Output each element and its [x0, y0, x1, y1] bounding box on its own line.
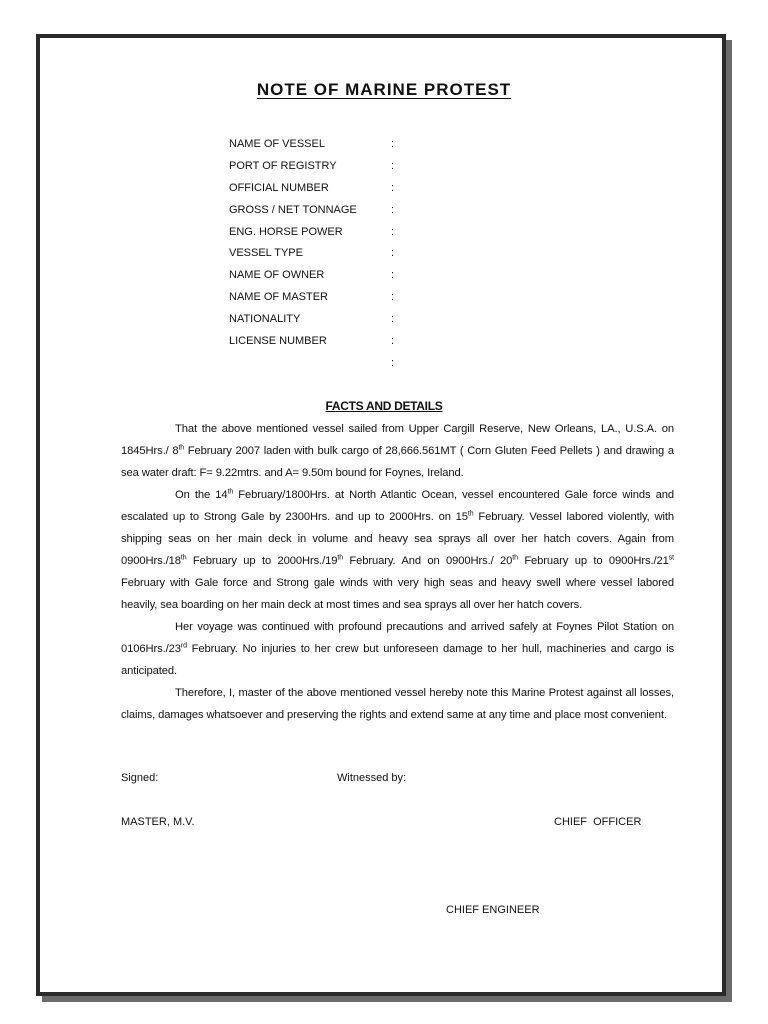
field-row: [229, 309, 429, 331]
field-row: [229, 353, 429, 375]
field-label: NAME OF MASTER: [229, 291, 329, 304]
paragraph-text: On the 14: [175, 489, 228, 501]
page-title: NOTE OF MARINE PROTEST: [256, 80, 512, 99]
field-row: [229, 156, 429, 178]
field-colon: :: [391, 269, 395, 282]
field-label: VESSEL TYPE: [229, 247, 303, 260]
paragraph-text: February 2007 laden with bulk cargo of 28,666.561MT ( Corn Gluten Feed Pellets ) and drawing a sea water draft: F= 9.22mtrs. and A= 9.50m bound for Foynes, Ireland.: [121, 445, 675, 479]
paragraph-text: February. No injuries to her crew but unforeseen damage to her hull, machineries and cargo is anticipated.: [121, 643, 674, 677]
paragraph-text: February with Gale force and Strong gale winds with very high seas and heavy swell where vessel labored heavily, sea boarding on her main deck at most times and sea sprays all over her hatch covers.: [121, 577, 674, 611]
field-colon: :: [391, 356, 395, 369]
chief-officer-label: CHIEF OFFICER: [554, 816, 642, 828]
field-row: [229, 222, 429, 244]
field-row: [229, 134, 429, 156]
field-row: [229, 243, 429, 265]
paragraph-text: Therefore, I, master of the above mentioned vessel hereby note this Marine Protest against all losses, claims, damages whatsoever and preserving the rights and extend same at any time and place most convenient.: [121, 687, 674, 721]
paragraph-text: That the above mentioned vessel sailed from Upper Cargill Reserve, New Orleans, LA., U.S.A. on 1845Hrs./ 8: [121, 423, 674, 457]
body-paragraph: [121, 682, 674, 726]
field-label: PORT OF REGISTRY: [229, 159, 337, 172]
field-colon: :: [391, 203, 395, 216]
section-heading: FACTS AND DETAILS: [325, 399, 443, 413]
paragraph-text: February. Vessel labored violently, with shipping seas on her main deck in volume and heavy sea sprays all over her hatch covers. Again from 0900Hrs./18: [121, 511, 675, 567]
body-paragraph: [121, 484, 674, 616]
field-label: GROSS / NET TONNAGE: [229, 203, 357, 216]
field-label: NAME OF VESSEL: [229, 138, 325, 150]
field-row: [229, 331, 429, 353]
ordinal-suffix: th: [227, 488, 234, 496]
vessel-fields: [229, 134, 429, 375]
paragraph-text: February up to 0900Hrs./21: [517, 555, 669, 567]
field-colon: :: [391, 313, 395, 326]
field-label: NATIONALITY: [229, 313, 301, 326]
field-colon: :: [391, 225, 395, 238]
paragraph-text: February up to 2000Hrs./19: [186, 555, 338, 567]
paragraph-text: February. And on 0900Hrs./ 20: [342, 555, 513, 567]
ordinal-suffix: th: [337, 554, 343, 562]
field-label: OFFICIAL NUMBER: [229, 181, 329, 194]
ordinal-suffix: th: [178, 444, 185, 452]
body-paragraph: [121, 616, 674, 682]
field-colon: :: [391, 247, 395, 260]
ordinal-suffix: th: [180, 554, 187, 562]
field-colon: :: [391, 159, 395, 172]
field-colon: :: [391, 138, 395, 150]
body-paragraph: [121, 418, 674, 484]
signed-label: Signed:: [121, 772, 159, 784]
master-label: MASTER, M.V.: [121, 816, 195, 828]
field-row: [229, 287, 429, 309]
ordinal-suffix: rd: [180, 642, 187, 650]
ordinal-suffix: th: [467, 510, 474, 518]
paragraph-text: February/1800Hrs. at North Atlantic Ocean, vessel encountered Gale force winds and escalated up to Strong Gale by 2300Hrs. and up to 2000Hrs. on 15: [121, 489, 674, 523]
field-label: NAME OF OWNER: [229, 269, 325, 282]
field-label: LICENSE NUMBER: [229, 335, 327, 348]
chief-engineer-label: CHIEF ENGINEER: [446, 904, 540, 916]
field-row: [229, 265, 429, 287]
field-row: [229, 178, 429, 200]
field-colon: :: [391, 181, 395, 194]
field-row: [229, 200, 429, 222]
ordinal-suffix: th: [512, 554, 518, 562]
paragraph-text: Her voyage was continued with profound precautions and arrived safely at Foynes Pilot Station on 0106Hrs./23: [121, 621, 674, 655]
ordinal-suffix: st: [668, 554, 674, 562]
facts-body: [121, 418, 674, 726]
field-colon: :: [391, 335, 395, 348]
field-label: ENG. HORSE POWER: [229, 225, 343, 238]
field-colon: :: [391, 291, 395, 304]
witnessed-label: Witnessed by:: [337, 772, 407, 784]
